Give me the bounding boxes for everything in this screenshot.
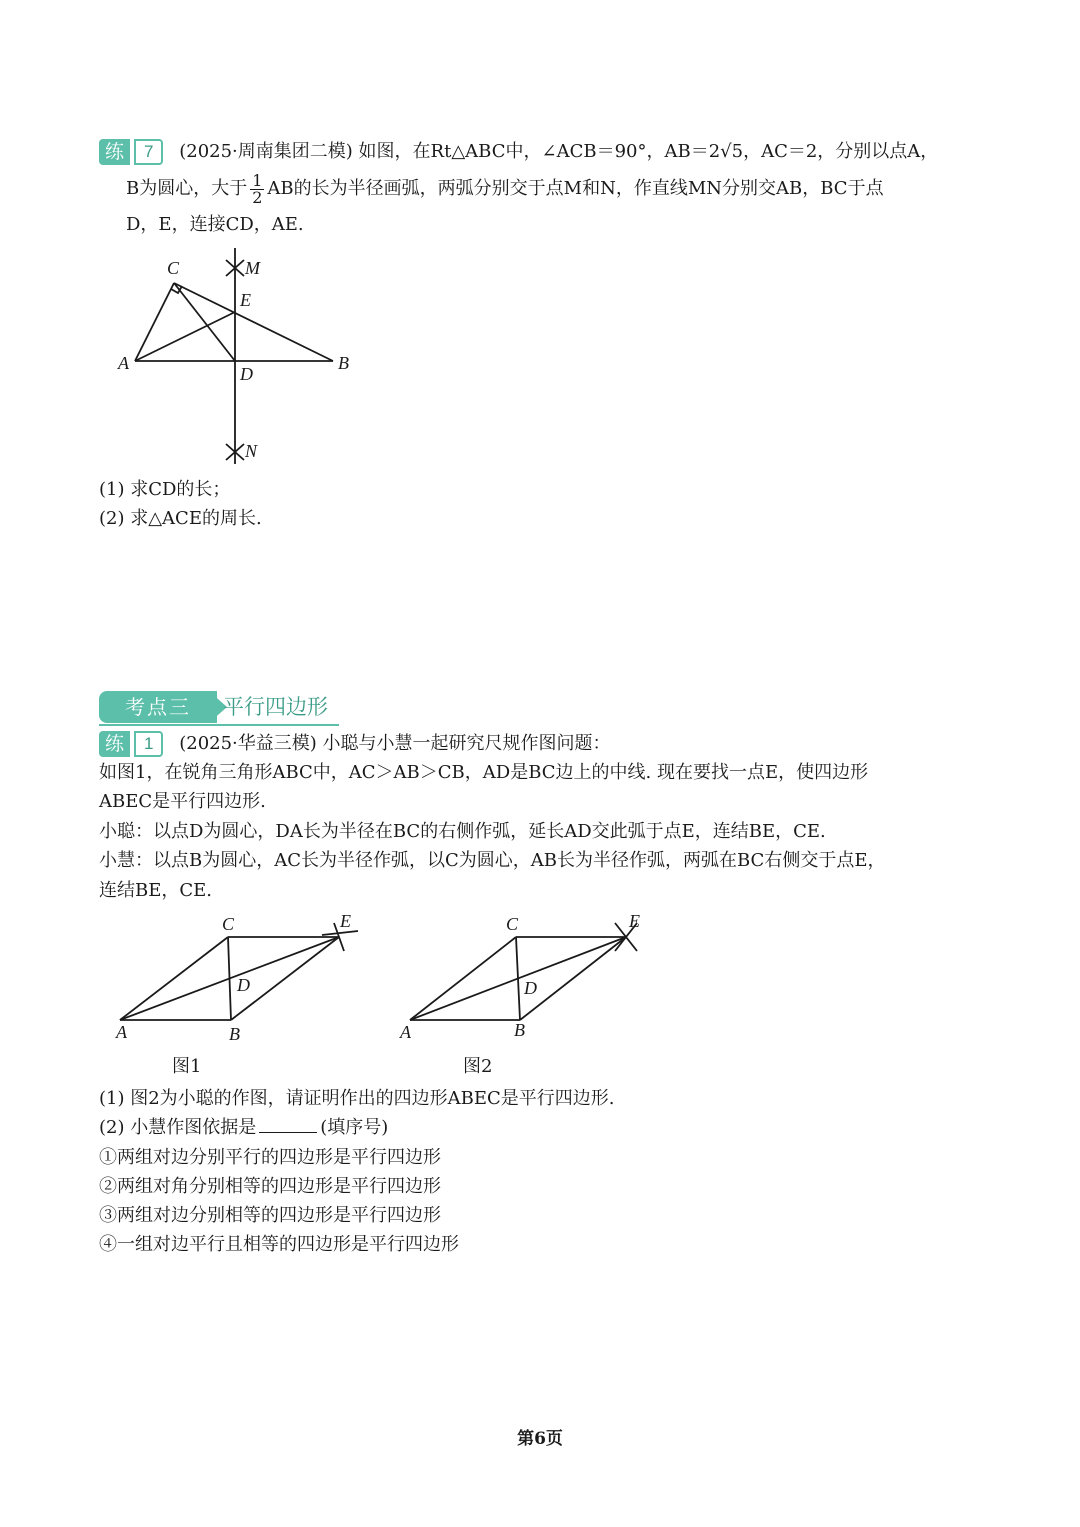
problem7-question2: (2) 求△ACE的周长.: [99, 508, 262, 529]
segment-cb: [174, 283, 333, 361]
section3-tag: 考点三: [99, 691, 217, 723]
problem1-line2: 如图1，在锐角三角形ABC中，AC＞AB＞CB，AD是BC边上的中线. 现在要找一点E，使四边形: [99, 762, 869, 783]
problem7-line2-post: AB的长为半径画弧，两弧分别交于点M和N，作直线MN分别交AB，BC于点: [267, 178, 884, 199]
fig1-label-e: E: [340, 911, 351, 931]
segment-ac: [135, 283, 174, 361]
figure2-caption: 图2: [463, 1056, 493, 1077]
option-4: ④一组对边平行且相等的四边形是平行四边形: [99, 1234, 459, 1255]
label-a: A: [118, 353, 129, 373]
label-e: E: [240, 290, 251, 310]
fig2-label-b: B: [514, 1020, 525, 1040]
figure1-caption: 图1: [172, 1056, 202, 1077]
problem7-badge-label: 练: [99, 139, 130, 165]
segment-cd: [174, 283, 235, 361]
label-m: M: [245, 258, 260, 278]
fig2-label-e: E: [629, 911, 640, 931]
section3-title: 平行四边形: [223, 695, 328, 719]
fig1-label-d: D: [237, 975, 250, 995]
problem1-badge: [99, 731, 163, 757]
label-b: B: [338, 353, 349, 373]
answer-blank[interactable]: [259, 1116, 317, 1133]
fig2-label-d: D: [524, 978, 537, 998]
problem7-source: (2025·周南集团二模): [179, 141, 353, 162]
problem1-badge-label: 练: [99, 731, 130, 757]
question2-pre: (2) 小慧作图依据是: [99, 1117, 257, 1138]
problem1-line1-text: (2025·华益三模) 小聪与小慧一起研究尺规作图问题：: [179, 733, 611, 754]
fraction-denominator: 2: [252, 187, 263, 207]
option-3: ③两组对边分别相等的四边形是平行四边形: [99, 1205, 441, 1226]
problem1-badge-number: 1: [134, 731, 163, 757]
problem7-badge: [99, 139, 163, 165]
segment-ae: [135, 312, 235, 361]
problem7-figure: [110, 240, 370, 470]
problem1-question2: [99, 1116, 388, 1140]
fig2-segment-ae: [410, 937, 626, 1020]
fig1-segment-ae: [120, 937, 339, 1020]
problem7-badge-number: 7: [134, 139, 163, 165]
problem1-question1: (1) 图2为小聪的作图，请证明作出的四边形ABEC是平行四边形.: [99, 1088, 615, 1109]
section3-underline: [99, 724, 339, 726]
label-d: D: [240, 364, 253, 384]
page-number: 第6页: [517, 1429, 563, 1449]
option-1: ①两组对边分别平行的四边形是平行四边形: [99, 1147, 441, 1168]
problem7-line1-text: 如图，在Rt△ABC中，∠ACB＝90°，AB＝2√5，AC＝2，分别以点A，: [358, 141, 939, 162]
problem7-line1: [99, 139, 938, 165]
problem7-line2: [126, 172, 884, 206]
problem1-line1: [99, 731, 611, 757]
fig2-label-a: A: [400, 1022, 411, 1042]
problem7-line2-pre: B为圆心，大于: [126, 178, 248, 199]
option-2: ②两组对角分别相等的四边形是平行四边形: [99, 1176, 441, 1197]
problem1-line4: 小聪：以点D为圆心，DA长为半径在BC的右侧作弧，延长AD交此弧于点E，连结BE，CE.: [99, 821, 826, 842]
figure2: [395, 905, 655, 1035]
question2-post: (填序号): [320, 1117, 389, 1138]
label-n: N: [245, 441, 258, 461]
fraction-numerator: 1: [252, 170, 263, 190]
fig1-label-c: C: [222, 914, 235, 934]
fig2-label-c: C: [506, 914, 519, 934]
problem1-line3: ABEC是平行四边形.: [99, 791, 266, 812]
fig1-label-b: B: [229, 1024, 240, 1044]
label-c: C: [167, 258, 180, 278]
problem7-question1: (1) 求CD的长；: [99, 479, 231, 500]
fig1-label-a: A: [116, 1022, 127, 1042]
figure1: [110, 905, 370, 1035]
fig1-segment-ac: [120, 937, 228, 1020]
fig2-segment-ac: [410, 937, 516, 1020]
problem7-line3: D，E，连接CD，AE.: [126, 214, 304, 235]
section3-header: [99, 691, 339, 727]
problem1-line5: 小慧：以点B为圆心，AC长为半径作弧，以C为圆心，AB长为半径作弧，两弧在BC右侧交于点E，: [99, 850, 886, 871]
problem1-line6: 连结BE，CE.: [99, 880, 213, 901]
problem7-fraction: [250, 170, 264, 207]
